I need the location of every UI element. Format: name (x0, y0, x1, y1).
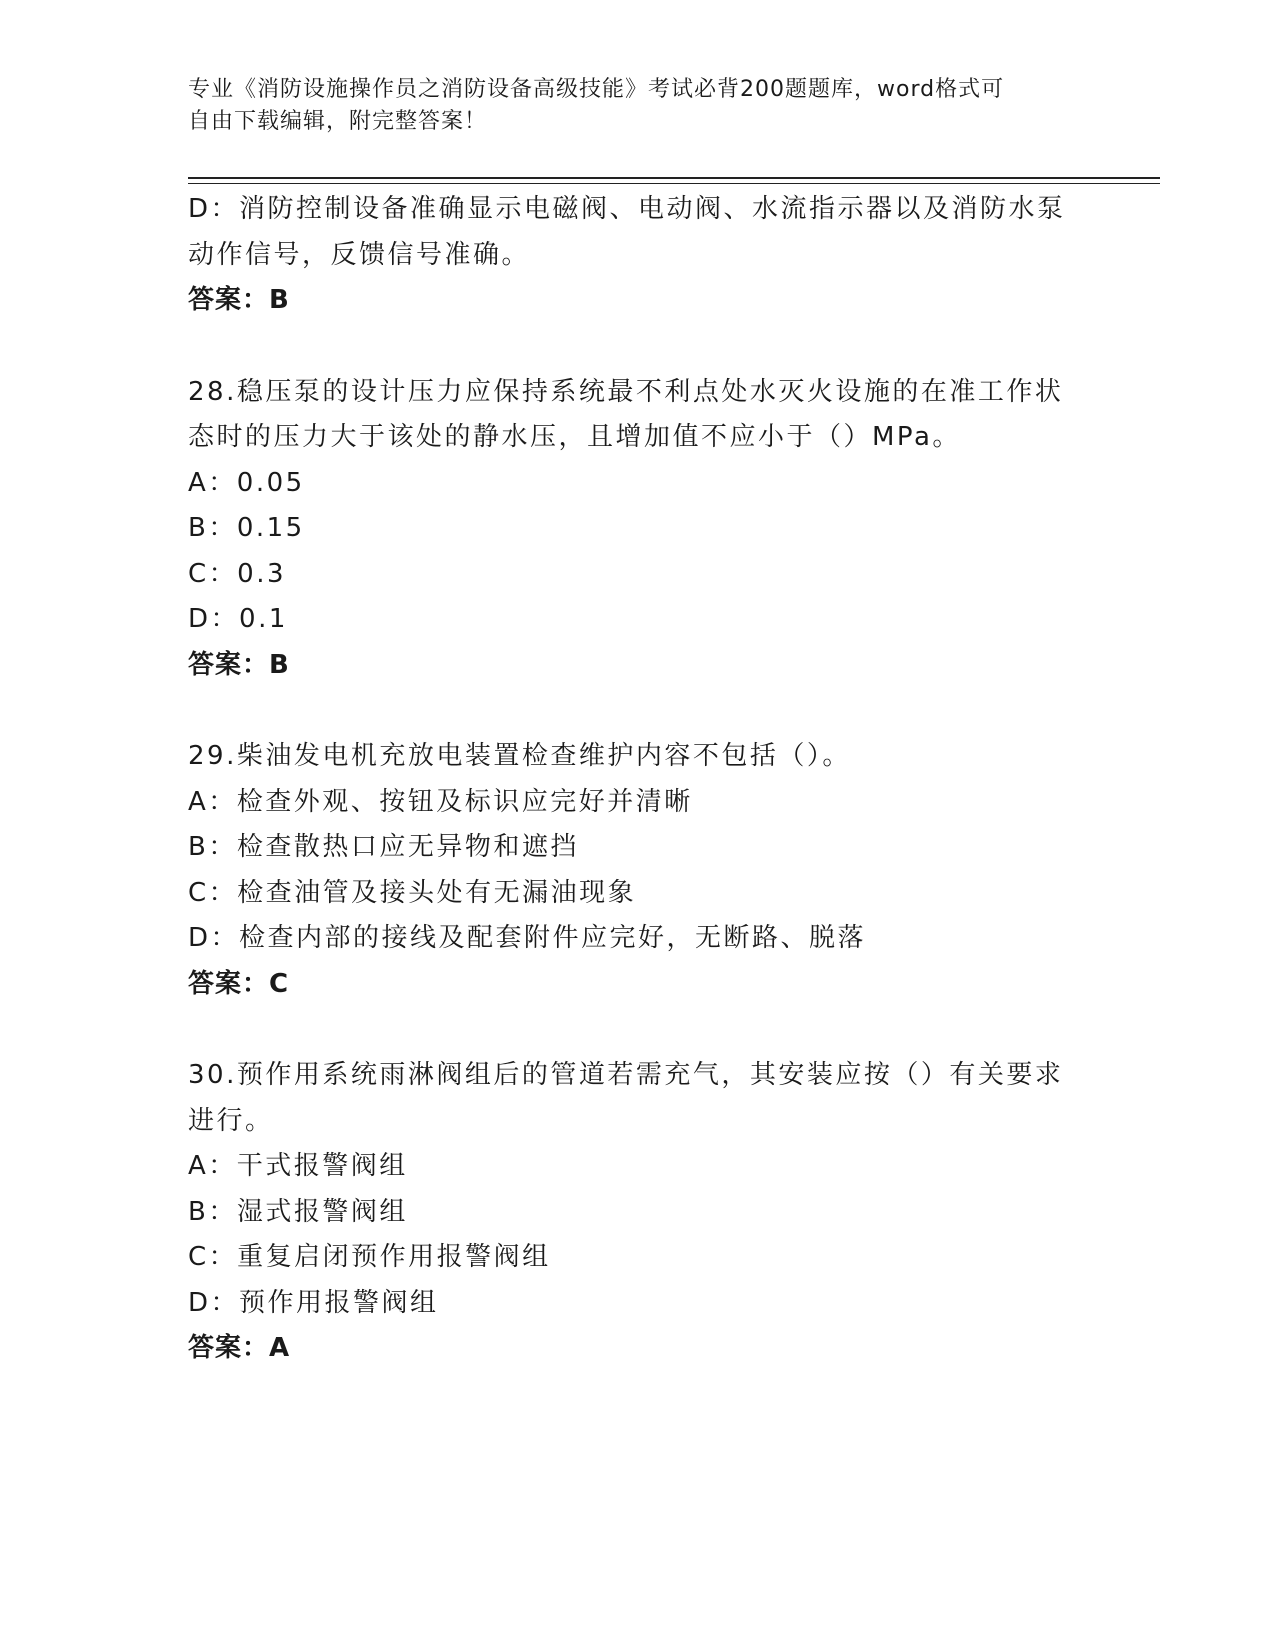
option-b: B：检查散热口应无异物和遮挡 (188, 832, 579, 862)
option-d: D：检查内部的接线及配套附件应完好，无断路、脱落 (188, 923, 867, 953)
header-line-2: 自由下载编辑，附完整答案！ (188, 109, 488, 134)
question-stem-continuation: 态时的压力大于该处的静水压，且增加值不应小于（）MPa。 (188, 422, 961, 452)
header-line-1: 专业《消防设施操作员之消防设备高级技能》考试必背200题题库，word格式可 (188, 77, 1005, 102)
question-27-tail (188, 187, 1088, 324)
question-stem: 28.稳压泵的设计压力应保持系统最不利点处水灭火设施的在准工作状 (188, 376, 1064, 407)
question-stem-continuation: 进行。 (188, 1105, 274, 1136)
option-a: A：检查外观、按钮及标识应完好并清晰 (188, 786, 693, 817)
header-rule-thin (188, 183, 1160, 184)
header-rule-thick (188, 177, 1160, 179)
option-a: A：0.05 (188, 467, 305, 498)
option-d-continuation: 动作信号，反馈信号准确。 (188, 239, 531, 270)
question-list (188, 187, 1088, 1372)
question-29 (188, 734, 1088, 1007)
option-a: A：干式报警阀组 (188, 1151, 408, 1181)
option-d: D：0.1 (188, 604, 288, 634)
option-c: C：重复启闭预作用报警阀组 (188, 1242, 551, 1272)
question-stem: 30.预作用系统雨淋阀组后的管道若需充气，其安装应按（）有关要求 (188, 1060, 1064, 1090)
option-d: D：消防控制设备准确显示电磁阀、电动阀、水流指示器以及消防水泵 (188, 194, 1066, 224)
question-stem: 29.柴油发电机充放电装置检查维护内容不包括（）。 (188, 741, 851, 771)
option-b: B：湿式报警阀组 (188, 1196, 408, 1227)
answer: 答案：B (188, 285, 290, 315)
option-c: C：0.3 (188, 558, 287, 589)
answer: 答案：A (188, 1333, 291, 1363)
option-c: C：检查油管及接头处有无漏油现象 (188, 877, 637, 908)
question-28 (188, 370, 1088, 689)
document-header (188, 74, 1068, 138)
answer: 答案：B (188, 649, 290, 680)
question-30 (188, 1053, 1088, 1372)
answer: 答案：C (188, 968, 290, 999)
option-d: D：预作用报警阀组 (188, 1287, 439, 1318)
option-b: B：0.15 (188, 513, 305, 543)
